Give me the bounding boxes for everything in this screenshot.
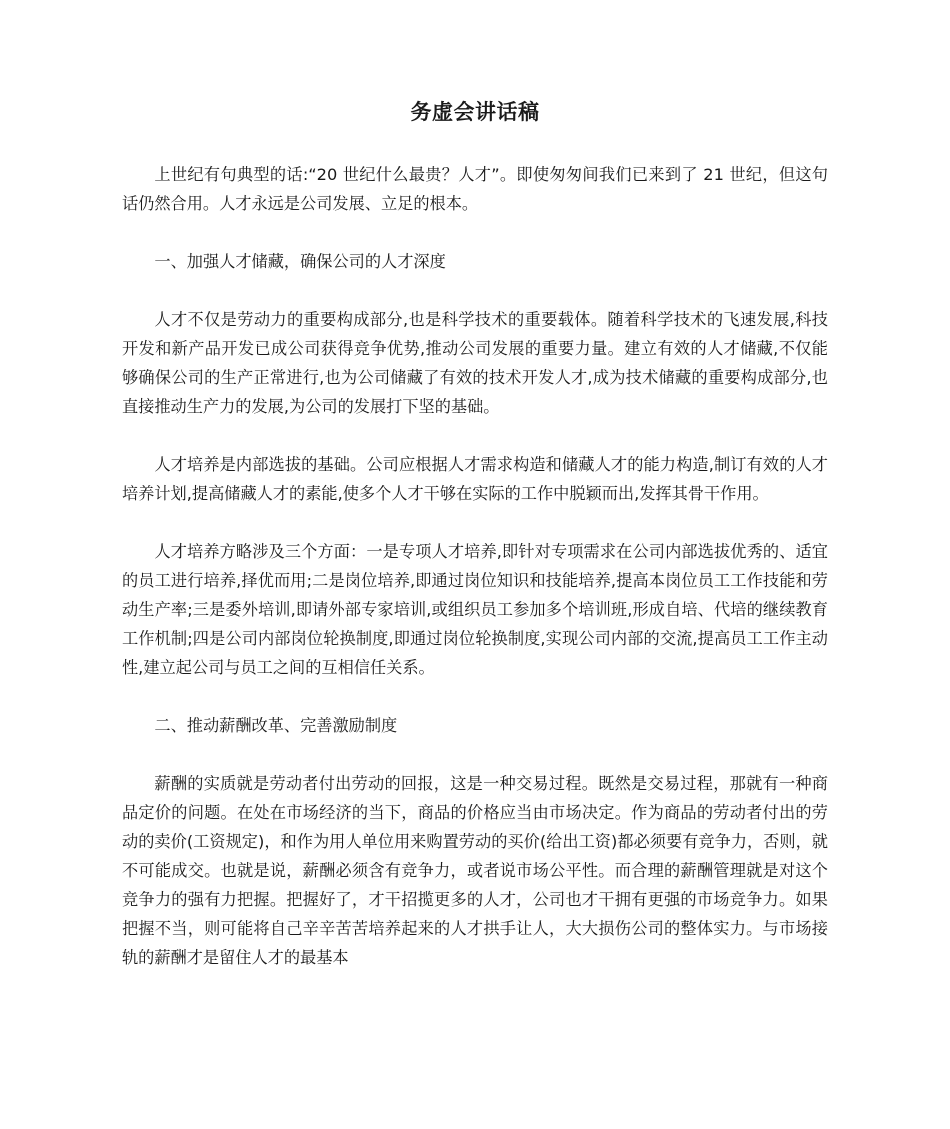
paragraph-salary: 薪酬的实质就是劳动者付出劳动的回报，这是一种交易过程。既然是交易过程，那就有一种商品定价的问题。在处在市场经济的当下，商品的价格应当由市场决定。作为商品的劳动者付出的劳动的卖价(工资规定)，和作为用人单位用来购置劳动的买价(给出工资)都必须要有竞争力，否则，就不可能成交。也就是说，薪酬必须含有竞争力，或者说市场公平性。而合理的薪酬管理就是对这个竞争力的强有力把握。把握好了，才干招揽更多的人才，公司也才干拥有更强的市场竞争力。如果把握不当，则可能将自己辛辛苦苦培养起来的人才拱手让人，大大损伤公司的整体实力。与市场接轨的薪酬才是留住人才的最基本 <box>122 774 828 967</box>
paragraph-intro: 上世纪有句典型的话:“20 世纪什么最贵？人才”。即使匆匆间我们已来到了 21 世纪，但这句话仍然合用。人才永远是公司发展、立足的根本。 <box>122 165 828 213</box>
section-heading-2: 二、推动薪酬改革、完善激励制度 <box>154 716 398 735</box>
paragraph-talent-training: 人才培养是内部选拔的基础。公司应根据人才需求构造和储藏人才的能力构造,制订有效的人才培养计划,提高储藏人才的素能,使多个人才干够在实际的工作中脱颖而出,发挥其骨干作用。 <box>122 455 828 503</box>
document-title: 务虚会讲话稿 <box>410 100 540 124</box>
section-heading-1: 一、加强人才储藏，确保公司的人才深度 <box>154 252 446 271</box>
paragraph-training-strategy: 人才培养方略涉及三个方面：一是专项人才培养,即针对专项需求在公司内部选拔优秀的、适宜的员工进行培养,择优而用;二是岗位培养,即通过岗位知识和技能培养,提高本岗位员工工作技能和劳动生产率;三是委外培训,即请外部专家培训,或组织员工参加多个培训班,形成自培、代培的继续教育工作机制;四是公司内部岗位轮换制度,即通过岗位轮换制度,实现公司内部的交流,提高员工工作主动性,建立起公司与员工之间的互相信任关系。 <box>122 542 828 677</box>
paragraph-talent-importance: 人才不仅是劳动力的重要构成部分,也是科学技术的重要载体。随着科学技术的飞速发展,科技开发和新产品开发已成公司获得竞争优势,推动公司发展的重要力量。建立有效的人才储藏,不仅能够确保公司的生产正常进行,也为公司储藏了有效的技术开发人才,成为技术储藏的重要构成部分,也直接推动生产力的发展,为公司的发展打下坚的基础。 <box>122 310 828 416</box>
